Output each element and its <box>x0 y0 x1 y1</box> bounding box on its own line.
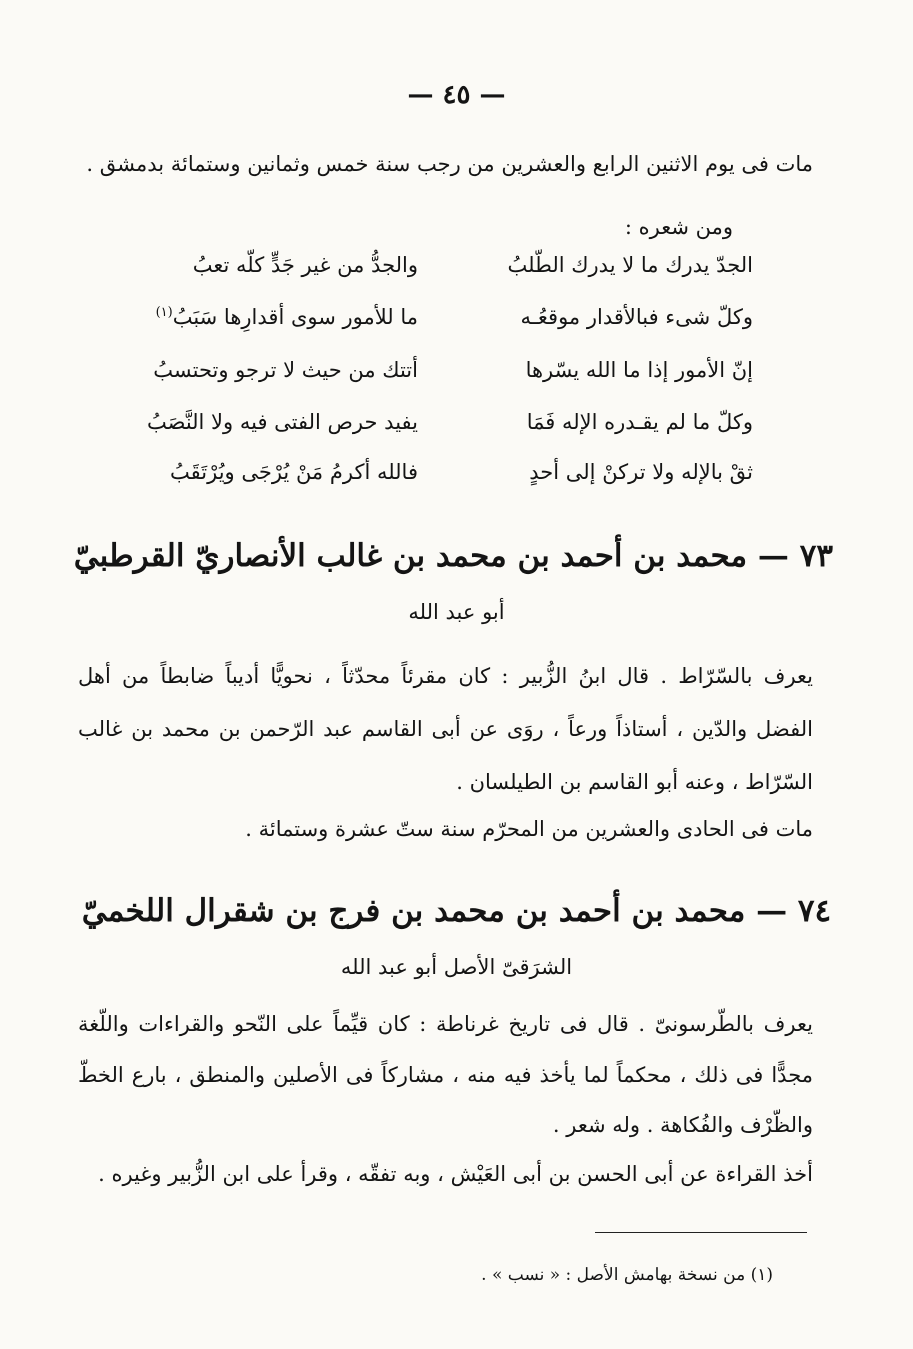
entry-73-line-3: السّرّاط ، وعنه أبو القاسم بن الطيلسان . <box>456 770 813 794</box>
verse-1-right: الجدّ يدرك ما لا يدرك الطّلبُ <box>507 253 753 277</box>
verse-1-left: والجدُّ من غير جَدٍّ كلّه تعبُ <box>192 253 418 277</box>
entry-74-teachers: أخذ القراءة عن أبى الحسن بن أبى العَيْش ، وبه تفقّه ، وقرأ على ابن الزُّبير وغيره . <box>98 1162 813 1186</box>
entry-73-title: ٧٣ — محمد بن أحمد بن محمد بن غالب الأنصاريّ القرطبيّ <box>73 538 833 574</box>
entry-73-line-1: يعرف بالسّرّاط . قال ابنُ الزُّبير : كان مقرئاً محدّثاً ، نحويًّا أديباً ضابطاً من أهل <box>78 664 813 688</box>
entry-74-line-1: يعرف بالطّرسونىّ . قال فى تاريخ غرناطة : كان قيِّماً على النّحو والقراءات واللّغة <box>78 1012 813 1036</box>
footnote: (١) من نسخة بهامش الأصل : « نسب » . <box>481 1265 773 1285</box>
verse-3-left: أتتك من حيث لا ترجو وتحتسبُ <box>153 358 418 382</box>
verse-4-right: وكلّ ما لم يقـدره الإله فَمَا <box>526 410 753 434</box>
verse-5-right: ثقْ بالإله ولا تركنْ إلى أحدٍ <box>529 460 753 484</box>
verse-2-left <box>156 305 418 329</box>
entry-74-line-2: مجدًّا فى ذلك ، محكماً لما يأخذ فيه منه ، مشاركاً فى الأصلين والمنطق ، بارع الخطّ <box>78 1063 813 1087</box>
poetry-intro: ومن شعره : <box>624 215 733 239</box>
footnote-ref: (١) <box>155 305 173 320</box>
footnote-divider <box>595 1232 807 1233</box>
page-number: — ٤٥ — <box>407 80 506 110</box>
intro-line: مات فى يوم الاثنين الرابع والعشرين من رجب سنة خمس وثمانين وستمائة بدمشق . <box>86 152 813 176</box>
entry-74-line-3: والظّرْف والفُكاهة . وله شعر . <box>552 1113 813 1137</box>
verse-4-left: يفيد حرص الفتى فيه ولا النَّصَبُ <box>146 410 418 434</box>
entry-73-line-2: الفضل والدّين ، أستاذاً ورعاً ، روَى عن أبى القاسم عبد الرّحمن بن محمد بن غالب <box>78 717 813 741</box>
verse-5-left: فالله أكرمُ مَنْ يُرْجَى ويُرْتَقَبُ <box>170 460 418 484</box>
verse-2-left-text: ما للأمور سوى أقدارِها سَبَبُ <box>172 305 418 329</box>
entry-74-kunya: الشرَقىّ الأصل أبو عبد الله <box>340 955 573 979</box>
entry-73-kunya: أبو عبد الله <box>408 600 505 624</box>
verse-3-right: إنّ الأمور إذا ما الله يسّرها <box>525 358 753 382</box>
verse-2-right: وكلّ شىء فبالأقدار موقعُـه <box>520 305 753 329</box>
entry-73-death: مات فى الحادى والعشرين من المحرّم سنة ستّ عشرة وستمائة . <box>245 817 813 841</box>
entry-74-title: ٧٤ — محمد بن أحمد بن محمد بن فرج بن شقرال اللخميّ <box>81 893 832 929</box>
